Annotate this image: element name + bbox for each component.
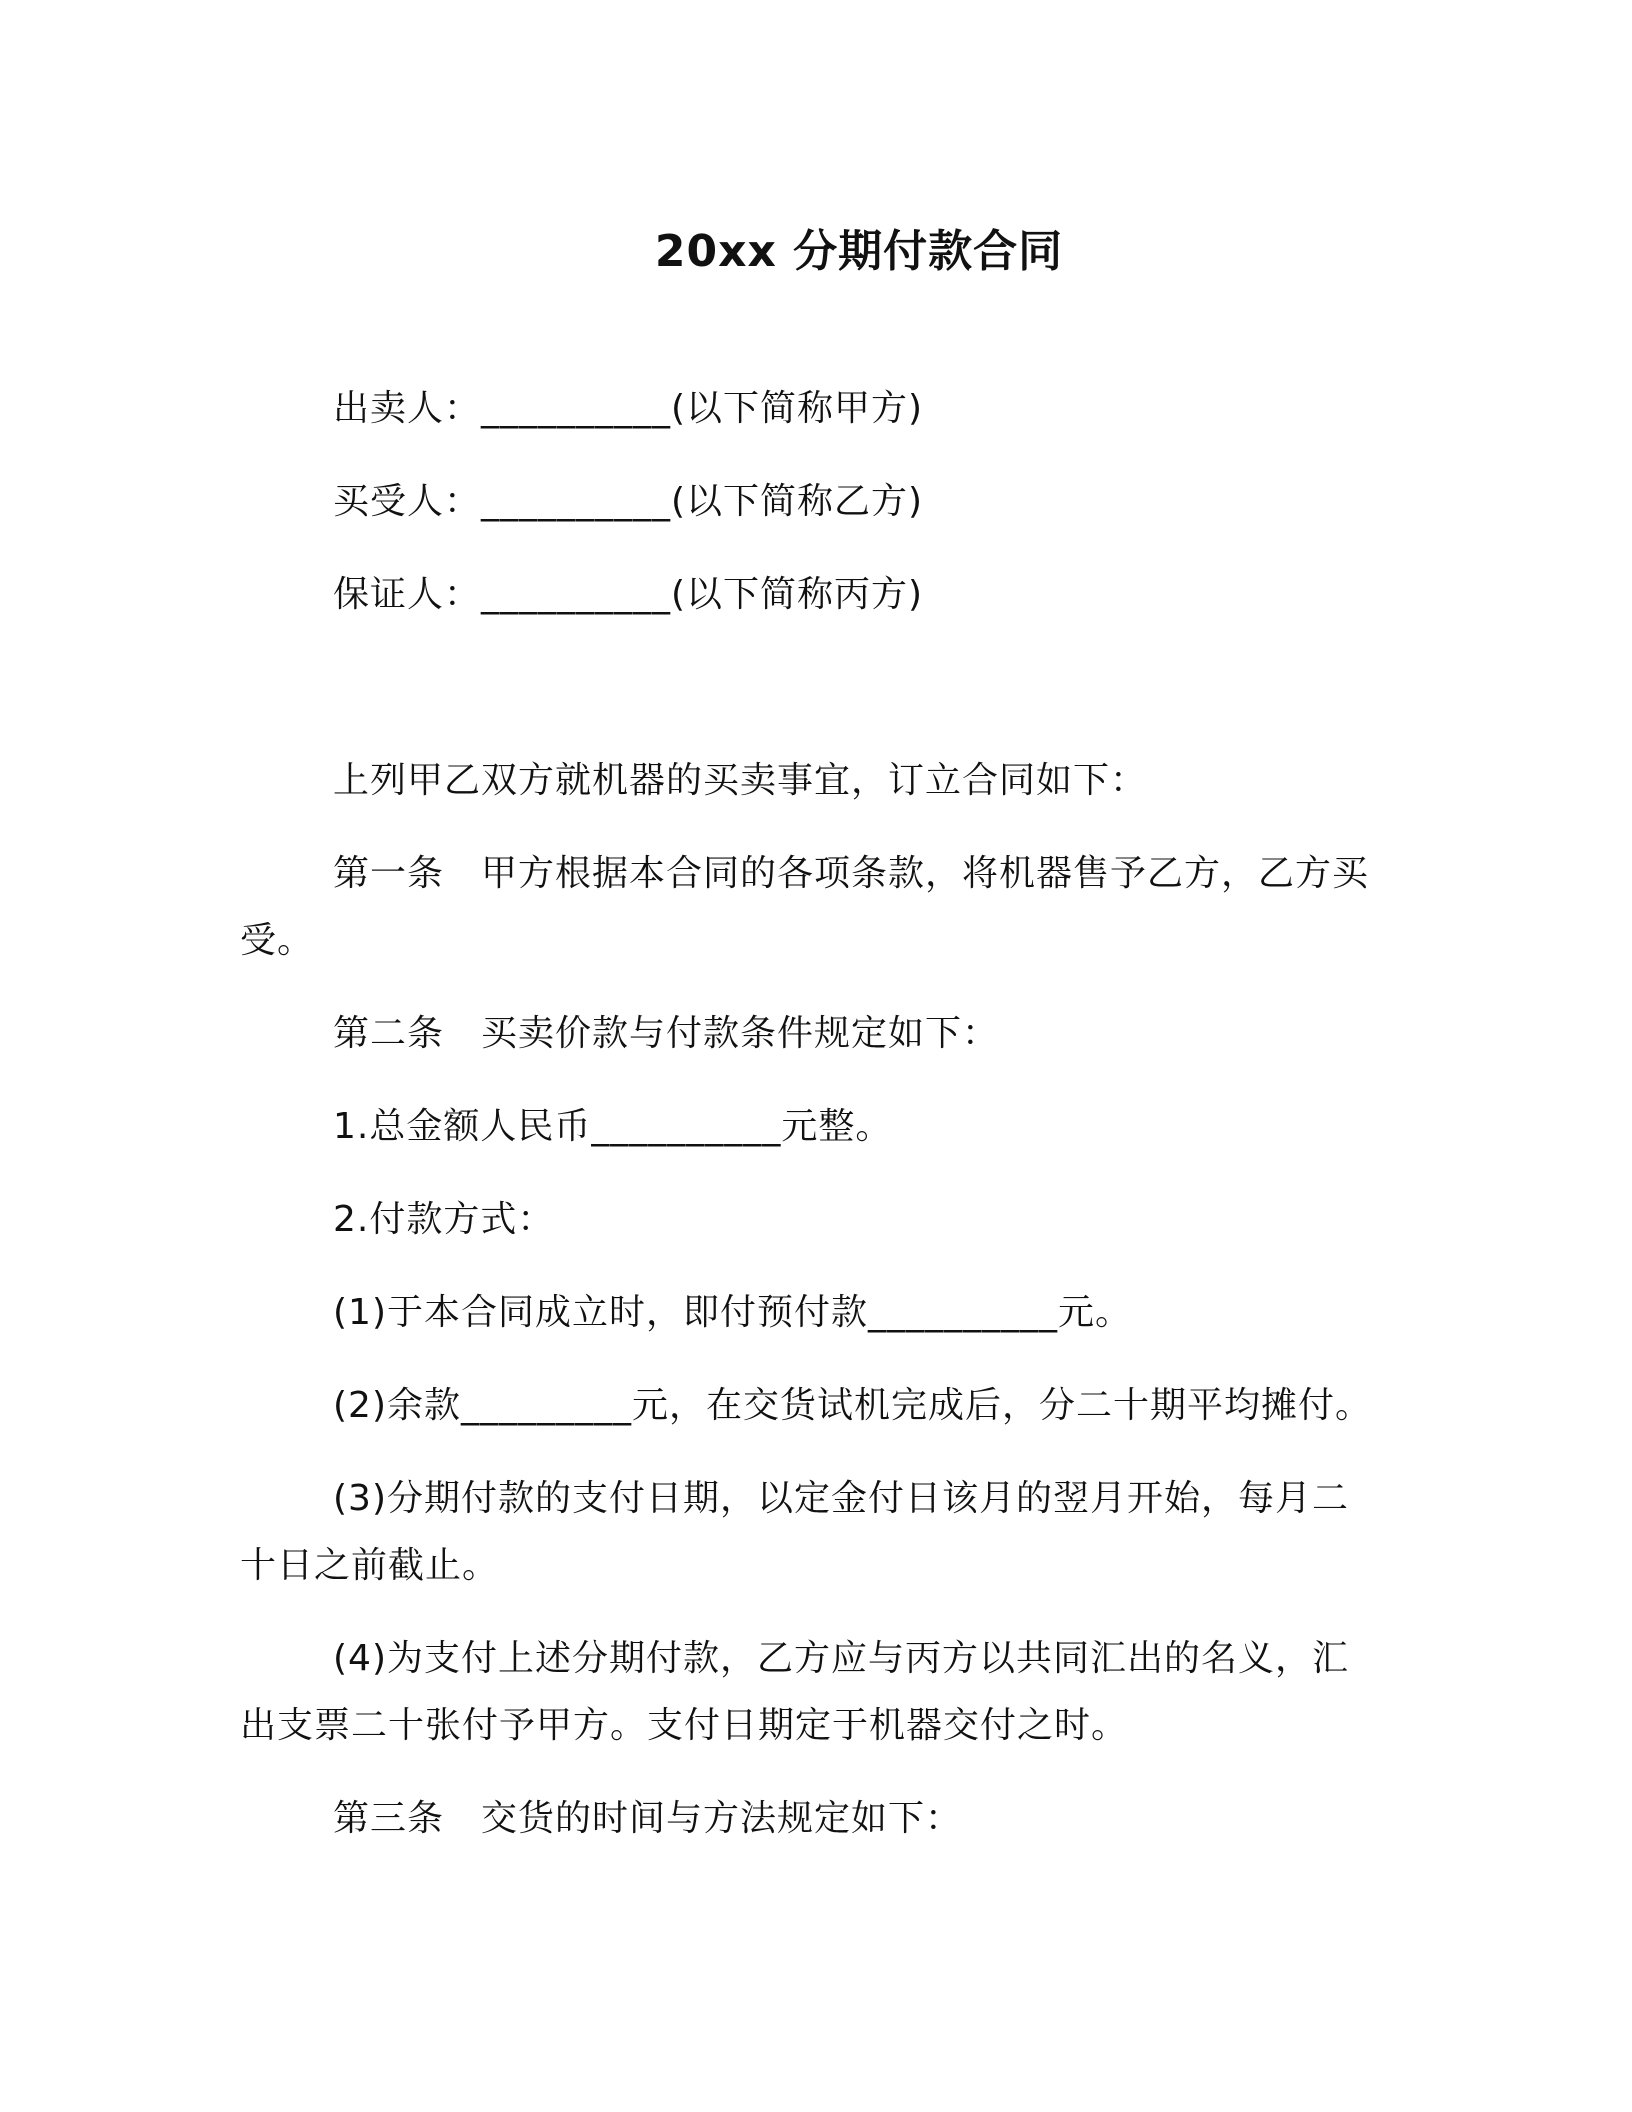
article2-sub1: (1)于本合同成立时，即付预付款__________元。 [333,1292,1132,1333]
article2-item1: 1.总金额人民币__________元整。 [333,1106,893,1147]
party-seller: 出卖人：__________(以下简称甲方) [333,388,924,429]
preamble: 上列甲乙双方就机器的买卖事宜，订立合同如下： [333,760,1148,801]
article2-sub4-line1: (4)为支付上述分期付款，乙方应与丙方以共同汇出的名义，汇 [333,1638,1349,1679]
party-buyer: 买受人：__________(以下简称乙方) [333,481,924,522]
article2-sub4-line2: 出支票二十张付予甲方。支付日期定于机器交付之时。 [240,1705,1129,1746]
article1-line2: 受。 [240,920,315,961]
article2-sub3-line1: (3)分期付款的支付日期，以定金付日该月的翌月开始，每月二 [333,1478,1349,1519]
article2-heading: 第二条 买卖价款与付款条件规定如下： [333,1013,1000,1054]
article2-sub3-line2: 十日之前截止。 [240,1545,500,1586]
document-title: 20xx 分期付款合同 [654,226,1064,277]
article2-sub2: (2)余款_________元，在交货试机完成后，分二十期平均摊付。 [333,1385,1372,1426]
party-guarantor: 保证人：__________(以下简称丙方) [333,574,924,615]
article2-item2: 2.付款方式： [333,1199,555,1240]
article1-line1: 第一条 甲方根据本合同的各项条款，将机器售予乙方，乙方买 [333,853,1370,894]
article3-heading: 第三条 交货的时间与方法规定如下： [333,1798,963,1839]
